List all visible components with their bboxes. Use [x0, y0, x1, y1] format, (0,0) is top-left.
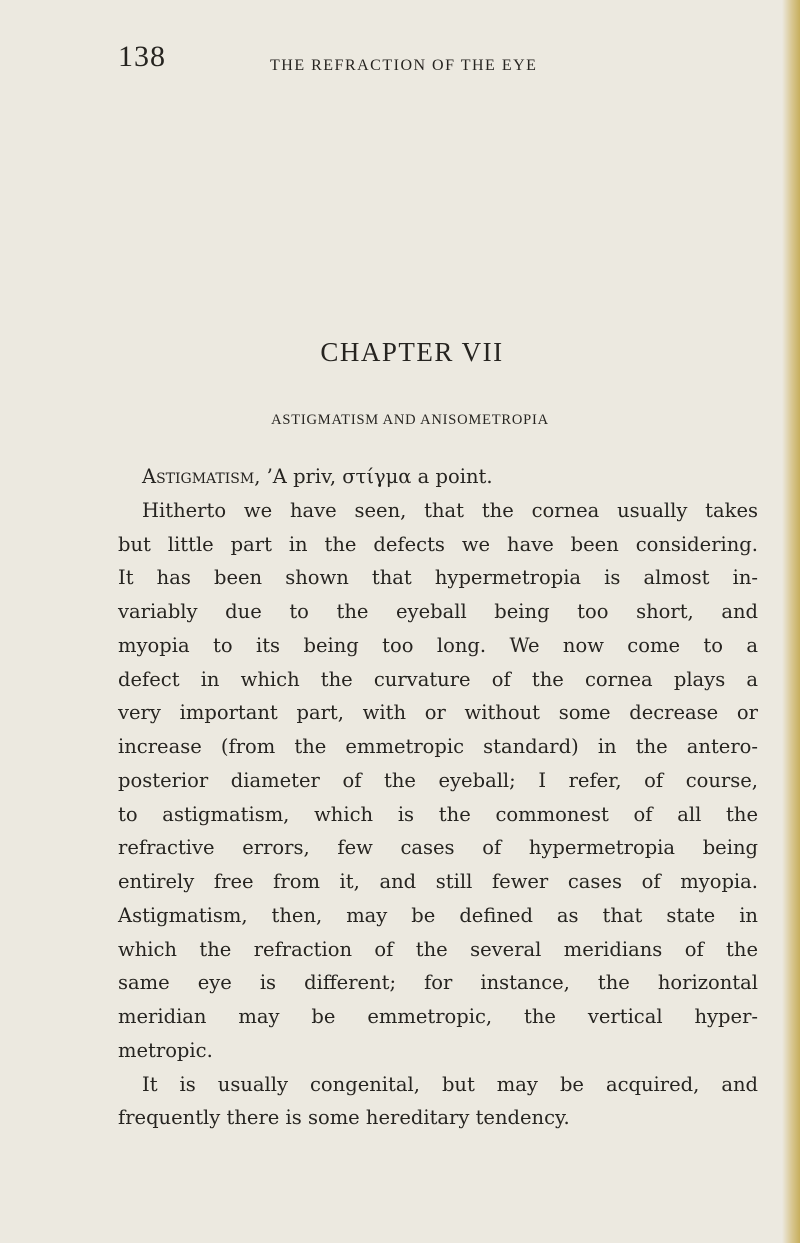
text-line: increase (from the emmetropic standard) in the antero- — [118, 735, 758, 758]
text-line: meridian may be emmetropic, the vertical hyper- — [118, 1005, 758, 1028]
chapter-subtitle: ASTIGMATISM AND ANISOMETROPIA — [271, 412, 549, 428]
etymology-line — [118, 460, 758, 494]
running-head: THE REFRACTION OF THE EYE — [270, 57, 538, 74]
text-line: defect in which the curvature of the cornea plays a — [118, 667, 758, 691]
text-line: entirely free from it, and still fewer cases of myopia. — [118, 870, 758, 893]
text-line: but little part in the defects we have been considering. — [118, 532, 758, 556]
page-edge-shadow — [782, 0, 800, 1243]
text-line: It is usually congenital, but may be acquired, and — [142, 1072, 758, 1096]
page-number: 138 — [118, 40, 166, 73]
text-line: refractive errors, few cases of hypermetropia being — [118, 836, 758, 860]
text-line: to astigmatism, which is the commonest of all the — [118, 802, 758, 826]
text-line: which the refraction of the several meridians of the — [118, 937, 758, 961]
text-line: variably due to the eyeball being too short, and — [118, 600, 758, 623]
etymology-term: Astigmatism — [142, 465, 255, 488]
body-text — [118, 460, 758, 1135]
chapter-title: CHAPTER VII — [320, 337, 504, 367]
text-line: posterior diameter of the eyeball; I refer, of course, — [118, 768, 758, 792]
text-line: myopia to its being too long. We now come to a — [118, 633, 758, 657]
text-line: same eye is different; for instance, the horizontal — [118, 971, 758, 995]
text-line: very important part, with or without some decrease or — [118, 701, 758, 725]
text-line: It has been shown that hypermetropia is almost in- — [118, 566, 758, 590]
text-line: frequently there is some hereditary tendency. — [118, 1106, 570, 1130]
text-line: Astigmatism, then, may be defined as that state in — [118, 903, 758, 927]
text-line: Hitherto we have seen, that the cornea usually takes — [142, 498, 758, 522]
text-line: metropic. — [118, 1038, 213, 1062]
etymology-rest: , ’A priv, στίγμα a point. — [254, 465, 493, 488]
